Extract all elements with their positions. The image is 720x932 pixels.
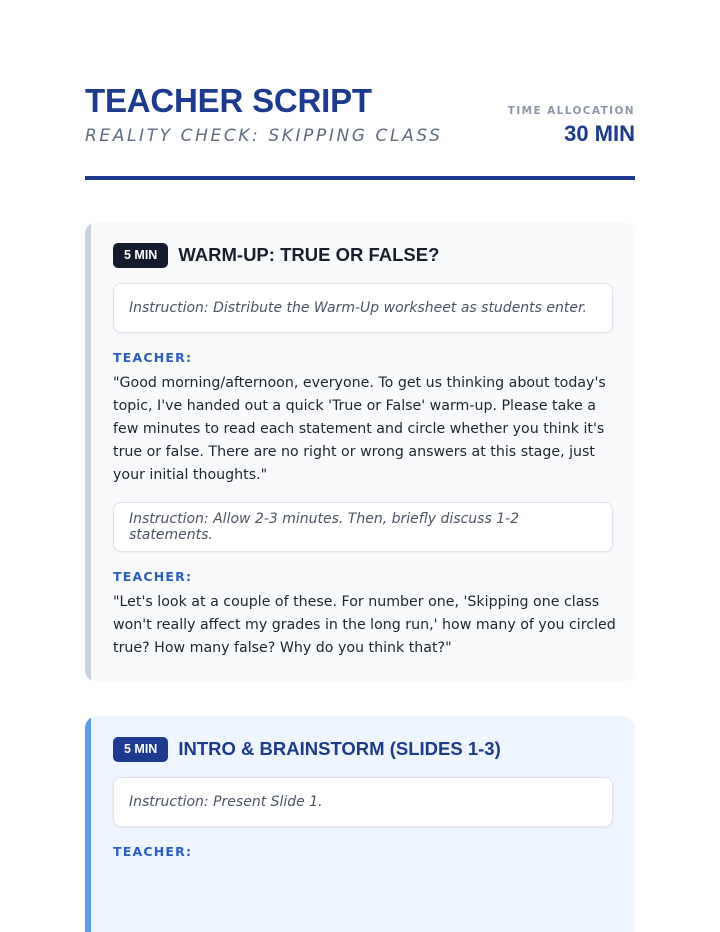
section-title: WARM-UP: TRUE OR FALSE? [178, 244, 440, 265]
time-allocation [508, 104, 635, 148]
section-title: INTRO & BRAINSTORM (SLIDES 1-3) [178, 738, 501, 759]
page-subtitle: REALITY CHECK: SKIPPING CLASS [85, 126, 443, 146]
section-accent-bar [85, 716, 91, 932]
header-divider [85, 176, 635, 180]
speaker-label: TEACHER: [113, 844, 193, 859]
teacher-script-page [85, 0, 635, 859]
page-title: TEACHER SCRIPT [85, 82, 372, 119]
section-header [113, 736, 613, 762]
section-warm-up [85, 222, 635, 682]
duration-badge: 5 MIN [113, 243, 168, 268]
section-header [113, 242, 613, 268]
instruction-box: Instruction: Allow 2-3 minutes. Then, briefly discuss 1-2 statements. [113, 502, 613, 552]
instruction-box: Instruction: Distribute the Warm-Up worksheet as students enter. [113, 283, 613, 333]
teacher-speech: "Good morning/afternoon, everyone. To get us thinking about today's topic, I've handed out a quick 'True or False' warm-up. Please take a few minutes to read each statement and circle whether you think it's true or false. There are no right or wrong answers at this stage, just your initial thoughts." [113, 375, 606, 483]
duration-badge: 5 MIN [113, 737, 168, 762]
speaker-label: TEACHER: [113, 350, 193, 365]
time-allocation-value: 30 MIN [564, 121, 635, 146]
time-allocation-label: TIME ALLOCATION [507, 105, 635, 117]
speaker-label: TEACHER: [113, 569, 193, 584]
section-intro-brainstorm [85, 716, 635, 932]
section-accent-bar [85, 222, 91, 682]
teacher-speech: "Let's look at a couple of these. For number one, 'Skipping one class won't really affect my grades in the long run,' how many of you circled true? How many false? Why do you think that?" [113, 594, 616, 656]
instruction-box: Instruction: Present Slide 1. [113, 777, 613, 827]
page-header [85, 0, 635, 180]
